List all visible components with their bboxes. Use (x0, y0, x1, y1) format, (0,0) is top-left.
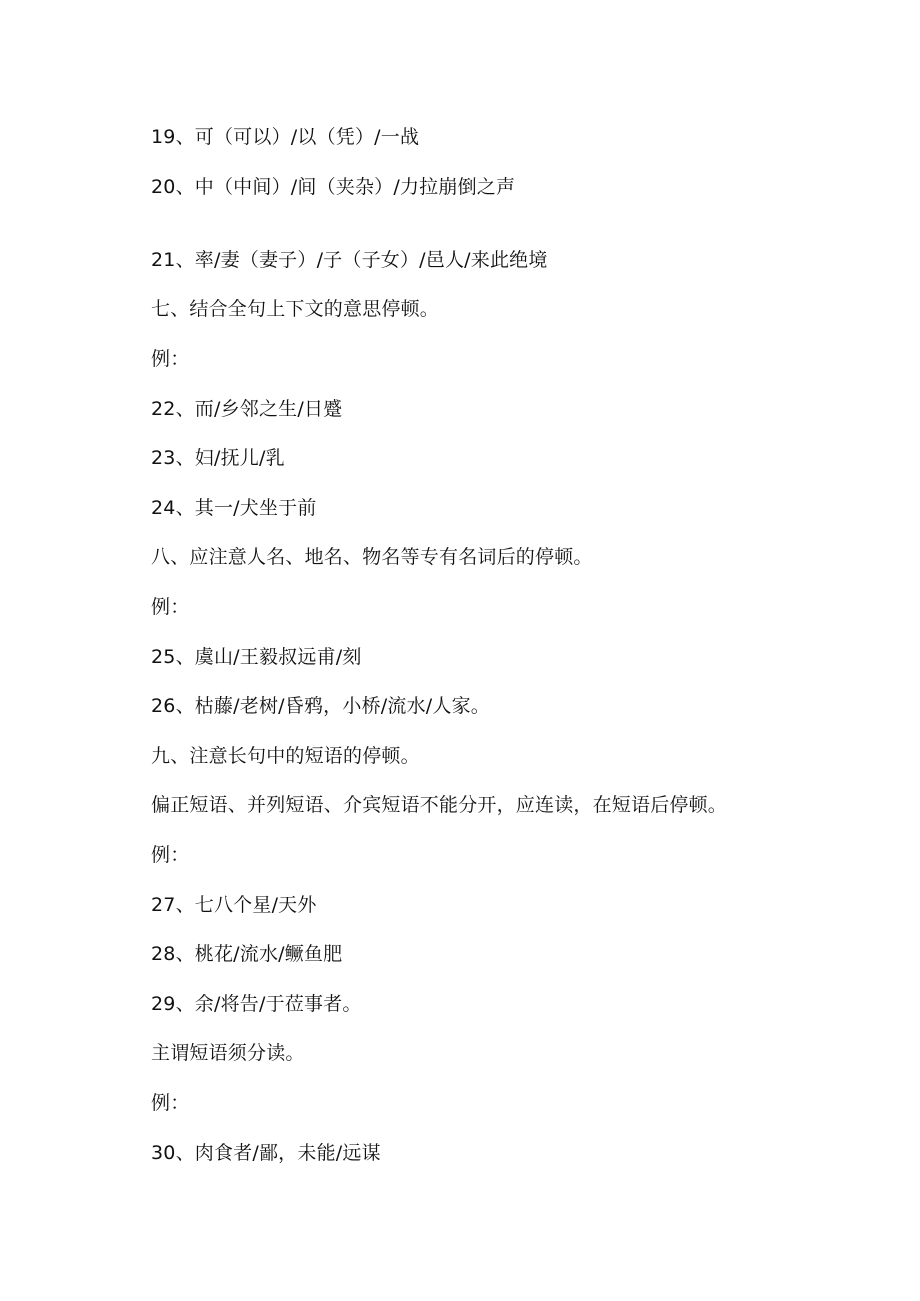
example-26: 26、枯藤/老树/昏鸦，小桥/流水/人家。 (151, 695, 490, 717)
example-23: 23、妇/抚儿/乳 (151, 447, 285, 469)
example-19: 19、可（可以）/以（凭）/一战 (151, 126, 420, 148)
example-20: 20、中（中间）/间（夹杂）/力拉崩倒之声 (151, 176, 516, 198)
section-heading-9: 九、注意长句中的短语的停顿。 (151, 745, 420, 767)
section-heading-8: 八、应注意人名、地名、物名等专有名词后的停顿。 (151, 546, 593, 568)
example-label: 例： (151, 348, 190, 370)
rule-paragraph: 偏正短语、并列短语、介宾短语不能分开，应连读，在短语后停顿。 (151, 794, 728, 816)
example-30: 30、肉食者/鄙，未能/远谋 (151, 1142, 381, 1164)
example-29: 29、余/将告/于莅事者。 (151, 993, 362, 1015)
section-heading-7: 七、结合全句上下文的意思停顿。 (151, 298, 440, 320)
example-label: 例： (151, 844, 190, 866)
example-27: 27、七八个星/天外 (151, 894, 317, 916)
example-label: 例： (151, 596, 190, 618)
example-25: 25、虞山/王毅叔远甫/刻 (151, 646, 362, 668)
rule-paragraph: 主谓短语须分读。 (151, 1042, 305, 1064)
example-28: 28、桃花/流水/鳜鱼肥 (151, 943, 343, 965)
example-21: 21、率/妻（妻子）/子（子女）/邑人/来此绝境 (151, 249, 548, 271)
example-24: 24、其一/犬坐于前 (151, 497, 317, 519)
example-22: 22、而/乡邻之生/日蹙 (151, 398, 343, 420)
example-label: 例： (151, 1092, 190, 1114)
